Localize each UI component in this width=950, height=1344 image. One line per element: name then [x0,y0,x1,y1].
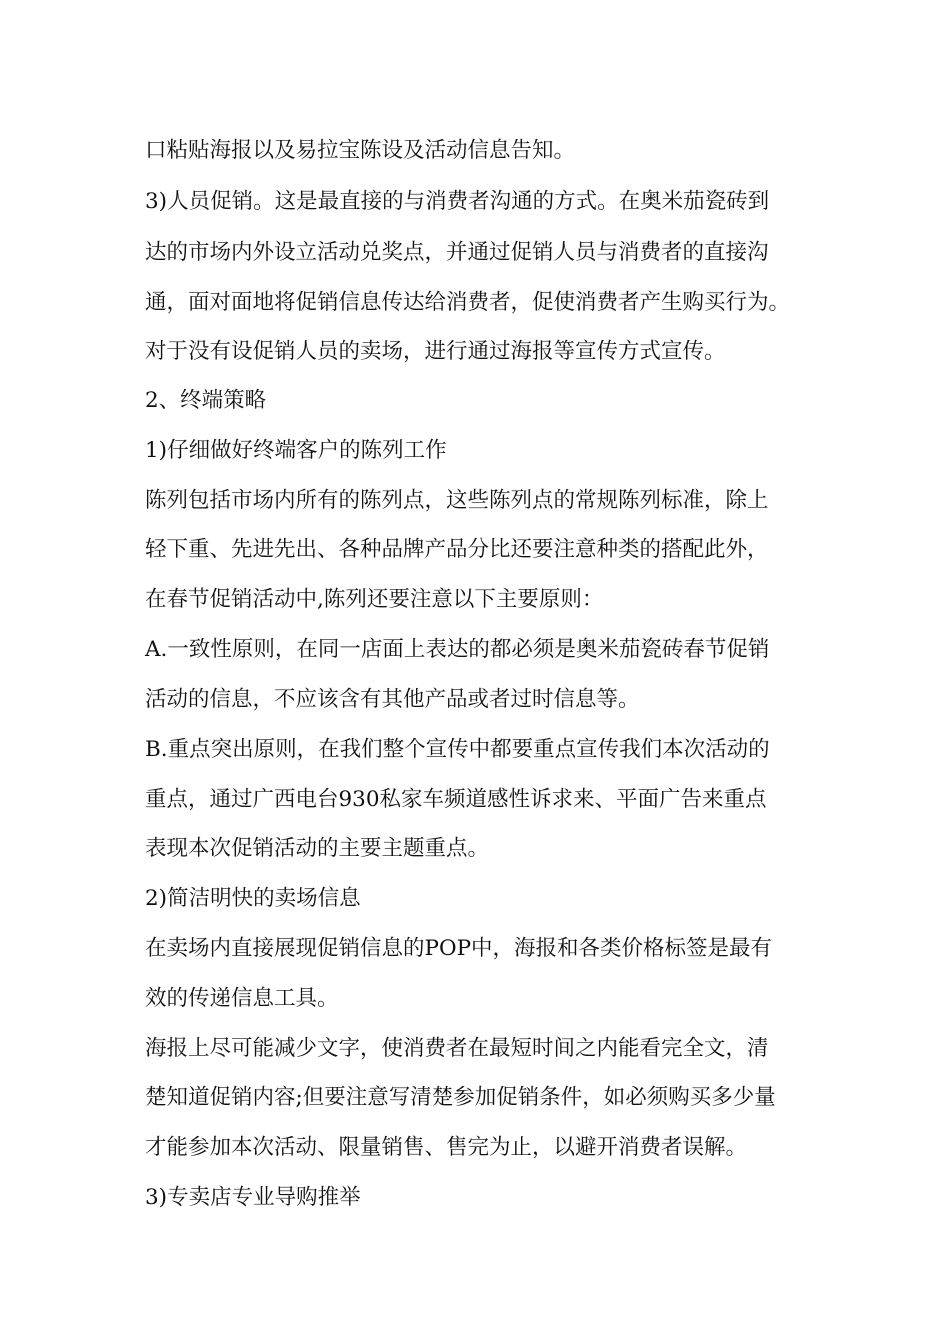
text-line: 在卖场内直接展现促销信息的POP中，海报和各类价格标签是最有 [145,936,773,961]
text-line: 陈列包括市场内所有的陈列点，这些陈列点的常规陈列标准，除上 [145,488,769,513]
text-line: 通，面对面地将促销信息传达给消费者，促使消费者产生购买行为。 [145,290,791,315]
text-line: 3)人员促销。这是最直接的与消费者沟通的方式。在奥米茄瓷砖到 [145,189,770,214]
text-line: 在春节促销活动中,陈列还要注意以下主要原则： [145,587,604,612]
text-line: A.一致性原则，在同一店面上表达的都必须是奥米茄瓷砖春节促销 [145,637,770,662]
section-heading: 2、终端策略 [145,388,267,413]
text-line: B.重点突出原则，在我们整个宣传中都要重点宣传我们本次活动的 [145,737,770,762]
subsection-heading: 3)专卖店专业导购推举 [145,1185,361,1210]
text-line: 活动的信息，不应该含有其他产品或者过时信息等。 [145,687,640,712]
subsection-heading: 1)仔细做好终端客户的陈列工作 [145,438,447,463]
subsection-heading: 2)简洁明快的卖场信息 [145,886,361,911]
text-line: 效的传递信息工具。 [145,986,339,1011]
text-line: 重点，通过广西电台930私家车频道感性诉求来、平面广告来重点 [145,787,767,812]
text-line: 海报上尽可能减少文字，使消费者在最短时间之内能看完全文，清 [145,1036,769,1061]
text-line: 达的市场内外设立活动兑奖点，并通过促销人员与消费者的直接沟 [145,240,769,265]
text-line: 楚知道促销内容;但要注意写清楚参加促销条件，如必须购买多少量 [145,1085,776,1110]
text-line: 对于没有设促销人员的卖场，进行通过海报等宣传方式宣传。 [145,339,726,364]
text-line: 才能参加本次活动、限量销售、售完为止，以避开消费者误解。 [145,1135,748,1160]
text-line: 表现本次促销活动的主要主题重点。 [145,836,490,861]
text-line: 轻下重、先进先出、各种品牌产品分比还要注意种类的搭配此外， [145,537,769,562]
text-line: 口粘贴海报以及易拉宝陈设及活动信息告知。 [145,138,576,163]
